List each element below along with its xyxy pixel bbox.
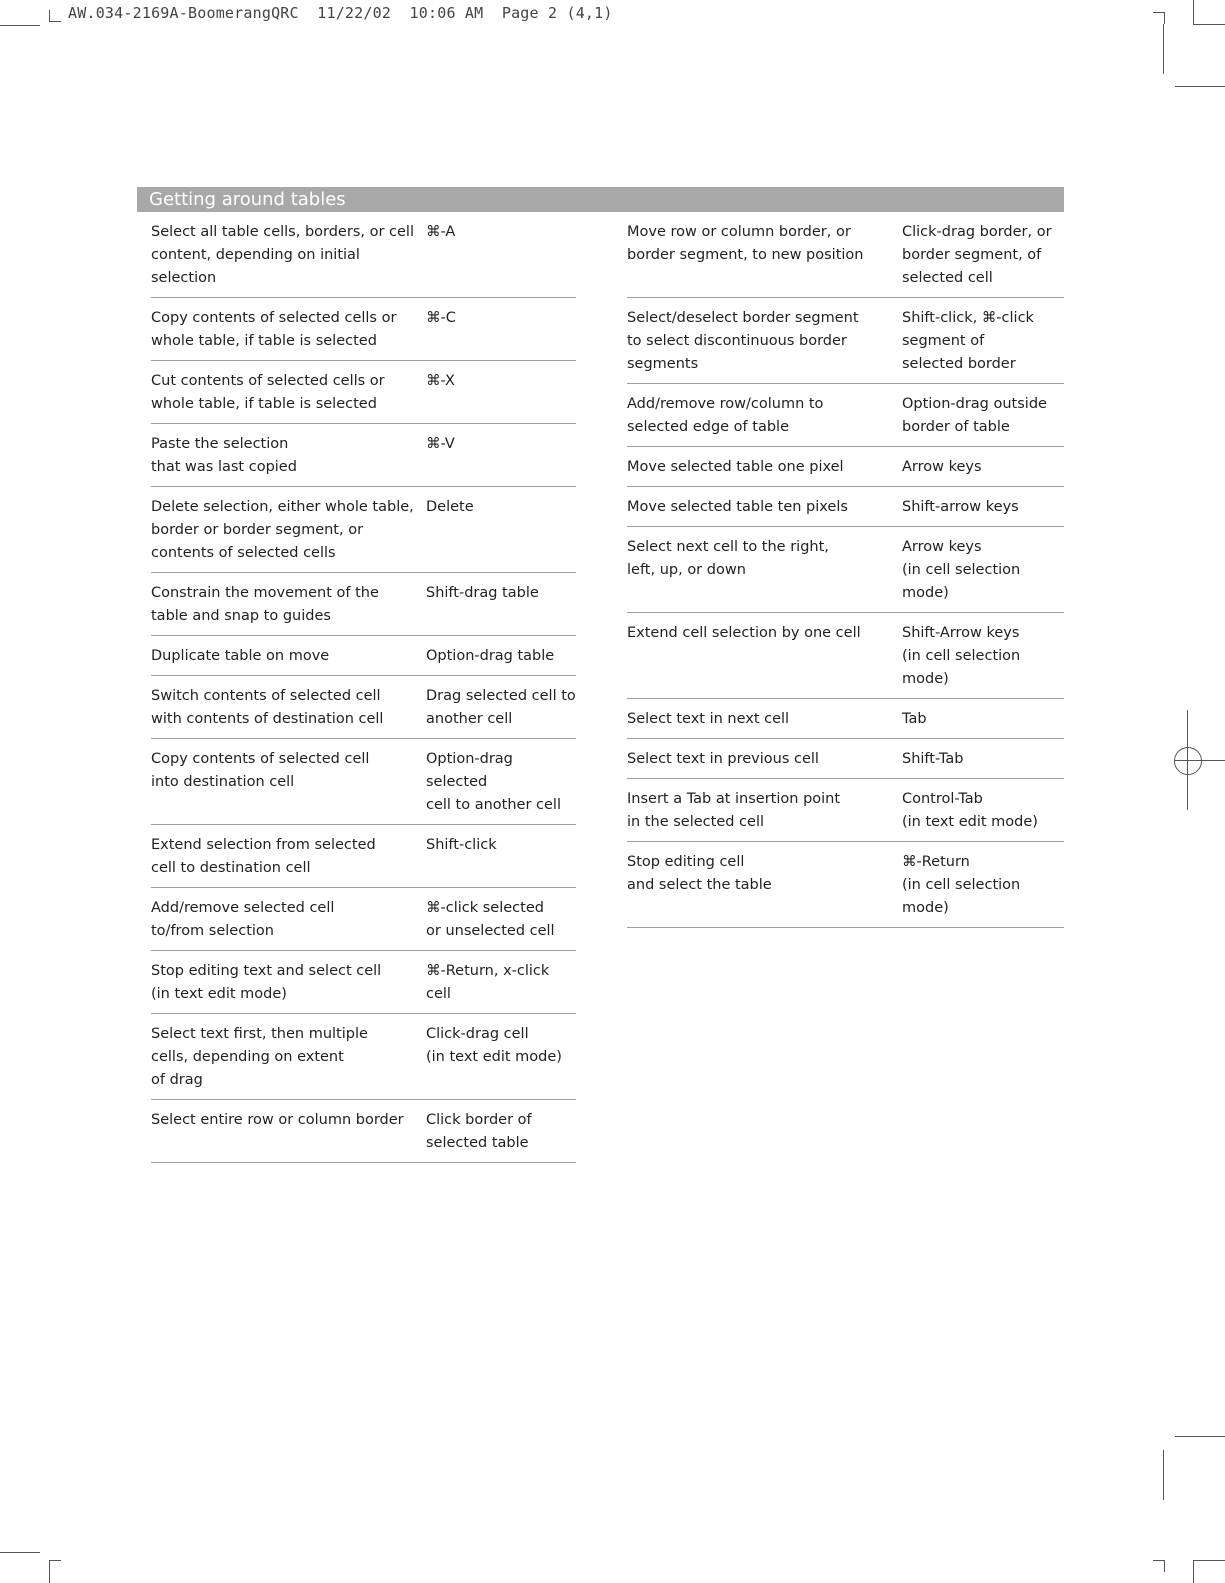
shortcut-row [151, 573, 576, 636]
shortcut-action: Duplicate table on move [151, 648, 330, 664]
shortcut-action: Stop editing text and select cell (in text edit mode) [151, 963, 382, 1002]
shortcut-action: Copy contents of selected cells or whole table, if table is selected [151, 310, 397, 349]
print-slug: AW.034-2169A-BoomerangQRC 11/22/02 10:06 AM Page 2 (4,1) [68, 4, 613, 22]
shortcut-action: Add/remove selected cell to/from selection [151, 900, 335, 939]
shortcut-action: Add/remove row/column to selected edge of table [627, 396, 824, 435]
shortcut-action: Extend cell selection by one cell [627, 625, 861, 641]
shortcut-row [627, 384, 1064, 447]
shortcut-keys: ⌘-Return (in cell selection mode) [902, 854, 1021, 916]
shortcut-row [627, 613, 1064, 699]
shortcut-table-left [151, 212, 576, 1163]
shortcut-keys: ⌘-X [426, 373, 455, 389]
shortcut-action: Select/deselect border segment to select discontinuous border segments [627, 310, 859, 372]
shortcut-keys: ⌘-C [426, 310, 456, 326]
shortcut-keys: Shift-click [426, 837, 497, 853]
shortcut-keys: Arrow keys (in cell selection mode) [902, 539, 1021, 601]
shortcut-action: Select all table cells, borders, or cell content, depending on initial selection [151, 224, 414, 286]
shortcut-keys: Shift-arrow keys [902, 499, 1019, 515]
shortcut-row [151, 825, 576, 888]
shortcut-row [151, 676, 576, 739]
shortcut-action: Select text first, then multiple cells, depending on extent of drag [151, 1026, 368, 1088]
shortcut-keys: ⌘-V [426, 436, 455, 452]
shortcut-keys: Option-drag selected cell to another cell [426, 751, 561, 813]
shortcut-row [151, 298, 576, 361]
shortcut-action: Copy contents of selected cell into destination cell [151, 751, 370, 790]
shortcut-keys: Shift-drag table [426, 585, 539, 601]
shortcut-action: Cut contents of selected cells or whole table, if table is selected [151, 373, 385, 412]
shortcut-action: Move selected table ten pixels [627, 499, 848, 515]
shortcut-row [151, 636, 576, 676]
section-title: Getting around tables [137, 187, 1064, 212]
shortcut-action: Insert a Tab at insertion point in the selected cell [627, 791, 841, 830]
shortcut-row [151, 888, 576, 951]
shortcut-row [627, 487, 1064, 527]
shortcut-keys: Control-Tab (in text edit mode) [902, 791, 1038, 830]
shortcut-keys: Tab [902, 711, 927, 727]
shortcut-keys: Delete [426, 499, 474, 515]
shortcut-keys: Option-drag outside border of table [902, 396, 1047, 435]
shortcut-keys: Arrow keys [902, 459, 982, 475]
shortcut-action: Stop editing cell and select the table [627, 854, 772, 893]
shortcut-action: Select text in previous cell [627, 751, 819, 767]
shortcut-row [151, 951, 576, 1014]
shortcut-row [151, 739, 576, 825]
shortcut-keys: Shift-Arrow keys (in cell selection mode) [902, 625, 1021, 687]
shortcut-table-right [627, 212, 1064, 928]
shortcut-row [151, 212, 576, 298]
shortcut-row [627, 842, 1064, 928]
shortcut-action: Switch contents of selected cell with contents of destination cell [151, 688, 384, 727]
shortcut-row [627, 527, 1064, 613]
shortcut-action: Select next cell to the right, left, up, or down [627, 539, 829, 578]
shortcut-keys: Option-drag table [426, 648, 555, 664]
shortcut-row [627, 699, 1064, 739]
shortcut-row [627, 212, 1064, 298]
shortcut-action: Extend selection from selected cell to destination cell [151, 837, 376, 876]
shortcut-row [627, 739, 1064, 779]
shortcut-row [151, 361, 576, 424]
shortcut-row [151, 1100, 576, 1163]
shortcut-row [151, 1014, 576, 1100]
shortcut-keys: Shift-Tab [902, 751, 964, 767]
shortcut-row [627, 298, 1064, 384]
shortcut-action: Select entire row or column border [151, 1112, 404, 1128]
shortcut-row [627, 779, 1064, 842]
shortcut-keys: ⌘-Return, x-click cell [426, 963, 550, 1002]
shortcut-keys: Click-drag border, or border segment, of selected cell [902, 224, 1052, 286]
shortcut-action: Delete selection, either whole table, border or border segment, or contents of selected cells [151, 499, 414, 561]
shortcut-keys: Shift-click, ⌘-click segment of selected border [902, 310, 1034, 372]
shortcut-row [151, 487, 576, 573]
shortcut-action: Paste the selection that was last copied [151, 436, 297, 475]
shortcut-action: Constrain the movement of the table and snap to guides [151, 585, 379, 624]
shortcut-action: Move row or column border, or border segment, to new position [627, 224, 864, 263]
shortcut-keys: ⌘-A [426, 224, 456, 240]
shortcut-keys: Drag selected cell to another cell [426, 688, 576, 727]
shortcut-action: Select text in next cell [627, 711, 790, 727]
shortcut-row [151, 424, 576, 487]
shortcut-row [627, 447, 1064, 487]
shortcut-keys: Click-drag cell (in text edit mode) [426, 1026, 562, 1065]
shortcut-keys: Click border of selected table [426, 1112, 532, 1151]
shortcut-keys: ⌘-click selected or unselected cell [426, 900, 555, 939]
shortcut-action: Move selected table one pixel [627, 459, 844, 475]
